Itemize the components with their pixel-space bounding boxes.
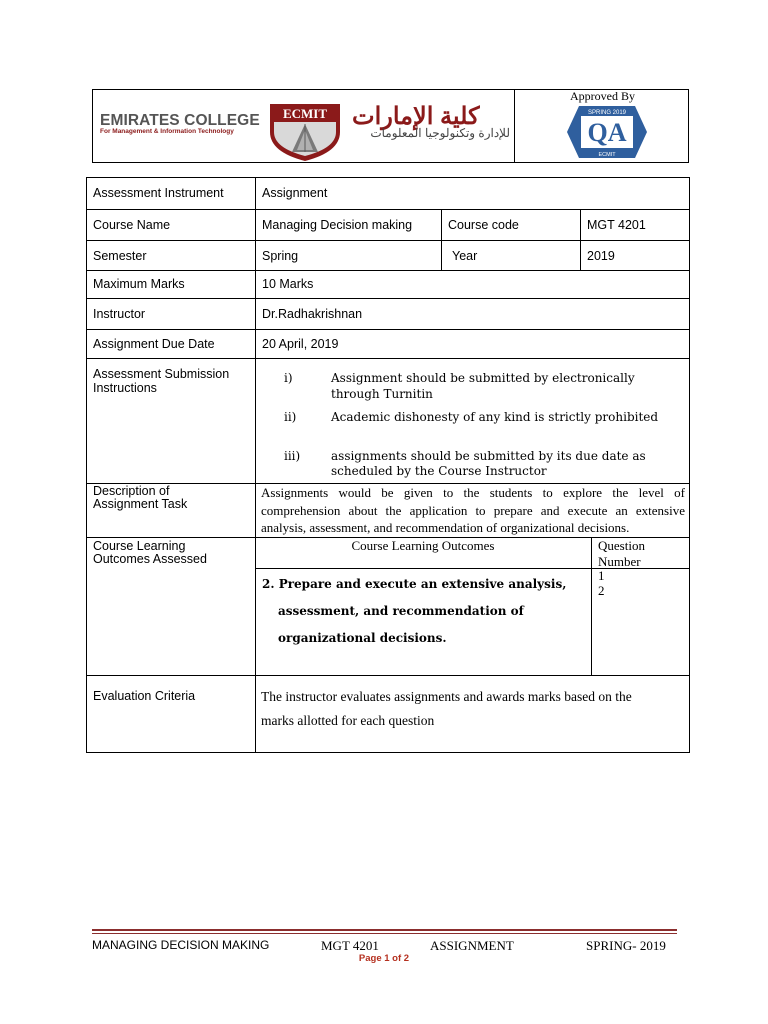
max-marks-value: 10 Marks [262,277,314,291]
clo-question-header-line2: Number [598,554,641,569]
clo-label-line2: Outcomes Assessed [93,552,207,566]
clo-outcome-line3: organizational decisions. [278,631,447,645]
instruction-number: i) [284,371,293,385]
qa-approval-badge [565,104,649,160]
due-date-label: Assignment Due Date [93,337,215,351]
evaluation-label: Evaluation Criteria [93,689,196,703]
semester-label: Semester [93,249,147,263]
page-number: Page 1 of 2 [358,953,410,964]
clo-outcome-line1: 2. Prepare and execute an extensive analysis, [262,577,567,591]
description-label-line2: Assignment Task [93,497,188,511]
college-name-arabic: كلية الإمارات [352,103,480,130]
footer-term: SPRING- 2019 [586,938,666,953]
instruction-text: Assignment should be submitted by electronically [331,371,635,385]
qa-badge-org: ECMIT [598,152,616,158]
college-shield-logo [268,102,342,162]
course-name-value: Managing Decision making [262,218,413,232]
footer-course-code: MGT 4201 [321,938,379,953]
instruction-number: iii) [284,449,301,463]
clo-outcomes-header: Course Learning Outcomes [351,538,495,553]
college-subtitle-english: For Management & Information Technology [100,128,234,135]
instruction-text: through Turnitin [331,387,433,401]
assessment-instrument-label: Assessment Instrument [93,186,224,200]
description-text: Assignments would be given to the students to explore the level of comprehension about the application to prepare and execute an extensive analysis, assessment, and recommendation of organizational decisions. [261,485,685,535]
due-date-value: 20 April, 2019 [262,337,339,351]
logo-text: ECMIT [282,106,328,121]
footer-rule [92,929,677,931]
semester-value: Spring [262,249,299,263]
clo-question-header-line1: Question [598,538,645,553]
clo-question-number: 2 [598,583,605,598]
college-name-english: EMIRATES COLLEGE [100,112,260,129]
instructor-label: Instructor [93,307,146,321]
college-subtitle-arabic: للإدارة وتكنولوجيا المعلومات [370,126,510,140]
footer-document-type: ASSIGNMENT [430,938,514,953]
max-marks-label: Maximum Marks [93,277,185,291]
clo-label-line1: Course Learning [93,539,186,553]
qa-badge-letters: QA [587,118,627,147]
year-label: Year [452,249,478,263]
footer-course-name: MANAGING DECISION MAKING [92,938,270,952]
footer-rule [92,933,677,934]
year-value: 2019 [587,249,615,263]
assessment-instrument-value: Assignment [262,186,328,200]
course-code-label: Course code [448,218,519,232]
header-divider [514,89,515,163]
evaluation-text-line2: marks allotted for each question [261,713,435,728]
instructor-value: Dr.Radhakrishnan [262,307,363,321]
clo-question-number: 1 [598,568,605,583]
instruction-text: Academic dishonesty of any kind is strictly prohibited [331,410,659,424]
submission-label-line2: Instructions [93,381,157,395]
submission-label-line1: Assessment Submission [93,367,230,381]
approved-by-label: Approved By [570,89,635,103]
qa-badge-term: SPRING 2019 [587,110,627,116]
course-name-label: Course Name [93,218,171,232]
instruction-number: ii) [284,410,297,424]
instruction-text: scheduled by the Course Instructor [331,464,547,478]
description-label-line1: Description of [93,484,170,498]
clo-outcome-line2: assessment, and recommendation of [278,604,524,618]
course-code-value: MGT 4201 [587,218,646,232]
evaluation-text-line1: The instructor evaluates assignments and awards marks based on the [261,689,632,704]
instruction-text: assignments should be submitted by its due date as [331,449,646,463]
